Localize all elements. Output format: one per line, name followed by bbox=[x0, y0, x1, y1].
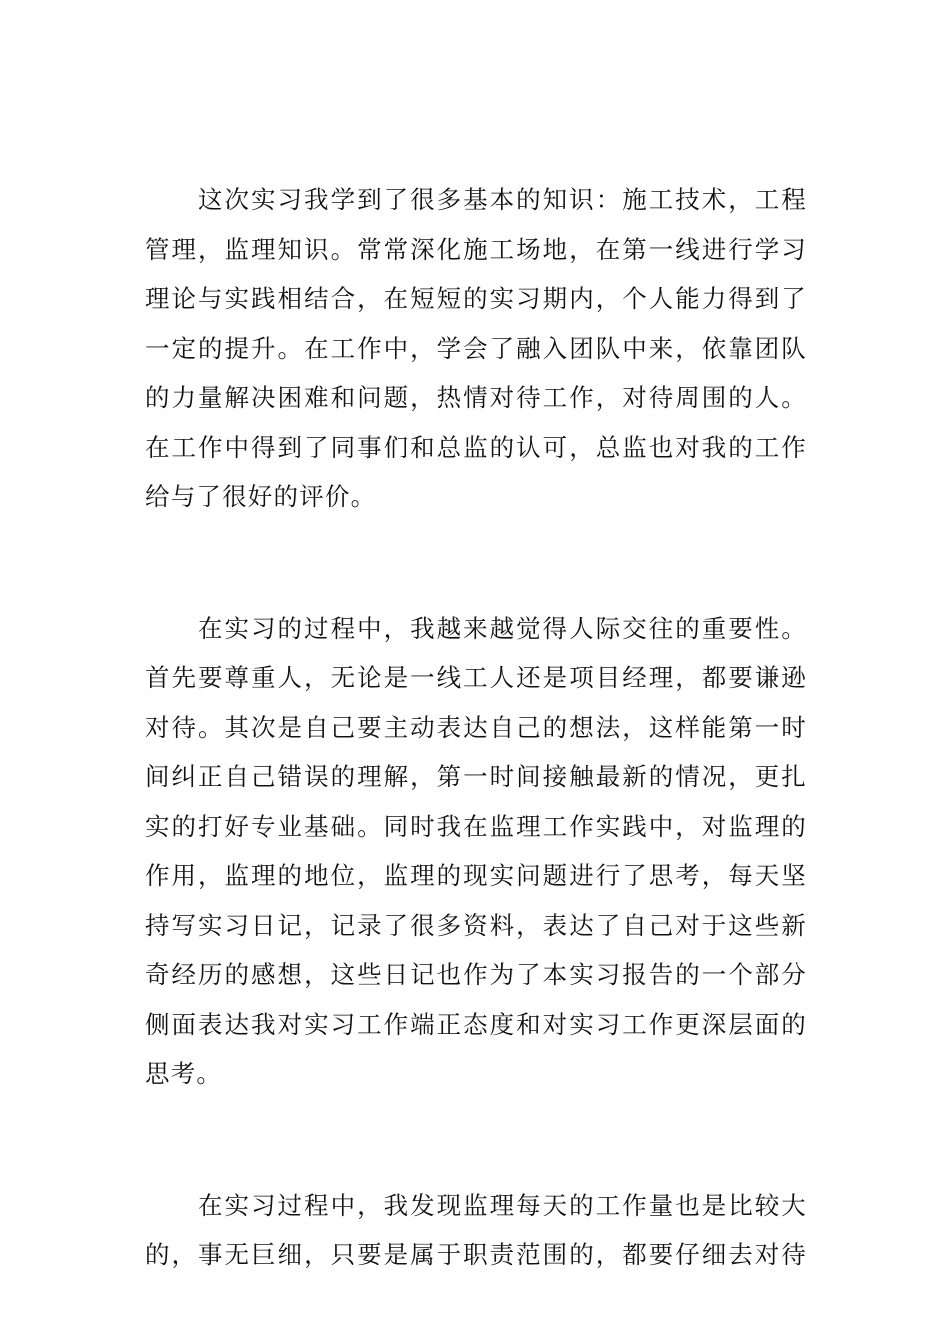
text-line: 思考。 bbox=[145, 1059, 223, 1088]
paragraph-2 bbox=[145, 604, 807, 1099]
paragraph-1 bbox=[145, 175, 807, 522]
paragraph-spacer bbox=[145, 1099, 807, 1181]
text-line: 作用，监理的地位，监理的现实问题进行了思考，每天坚 bbox=[145, 861, 807, 890]
text-line: 理论与实践相结合，在短短的实习期内，个人能力得到了 bbox=[145, 284, 807, 313]
paragraph-spacer bbox=[145, 522, 807, 604]
text-line: 的，事无巨细，只要是属于职责范围的，都要仔细去对待 bbox=[145, 1240, 807, 1269]
text-line: 侧面表达我对实习工作端正态度和对实习工作更深层面的 bbox=[145, 1009, 807, 1039]
text-line: 首先要尊重人，无论是一线工人还是项目经理，都要谦逊 bbox=[145, 663, 807, 692]
text-line: 持写实习日记，记录了很多资料，表达了自己对于这些新 bbox=[145, 910, 807, 940]
document-body bbox=[145, 175, 807, 1280]
text-line: 在实习的过程中，我越来越觉得人际交往的重要性。 bbox=[198, 613, 807, 643]
text-line: 对待。其次是自己要主动表达自己的想法，这样能第一时 bbox=[145, 712, 807, 742]
text-line: 这次实习我学到了很多基本的知识：施工技术，工程 bbox=[198, 185, 807, 214]
text-line: 实的打好专业基础。同时我在监理工作实践中，对监理的 bbox=[145, 811, 807, 841]
text-line: 给与了很好的评价。 bbox=[145, 482, 377, 511]
text-line: 在工作中得到了同事们和总监的认可，总监也对我的工作 bbox=[145, 432, 807, 462]
text-line: 一定的提升。在工作中，学会了融入团队中来，依靠团队 bbox=[145, 333, 807, 363]
paragraph-3 bbox=[145, 1181, 807, 1280]
text-line: 奇经历的感想，这些日记也作为了本实习报告的一个部分 bbox=[145, 960, 807, 989]
text-line: 在实习过程中，我发现监理每天的工作量也是比较大 bbox=[198, 1190, 807, 1220]
text-line: 间纠正自己错误的理解，第一时间接触最新的情况，更扎 bbox=[145, 762, 807, 791]
text-line: 管理，监理知识。常常深化施工场地，在第一线进行学习 bbox=[145, 234, 807, 264]
text-line: 的力量解决困难和问题，热情对待工作，对待周围的人。 bbox=[145, 383, 807, 412]
